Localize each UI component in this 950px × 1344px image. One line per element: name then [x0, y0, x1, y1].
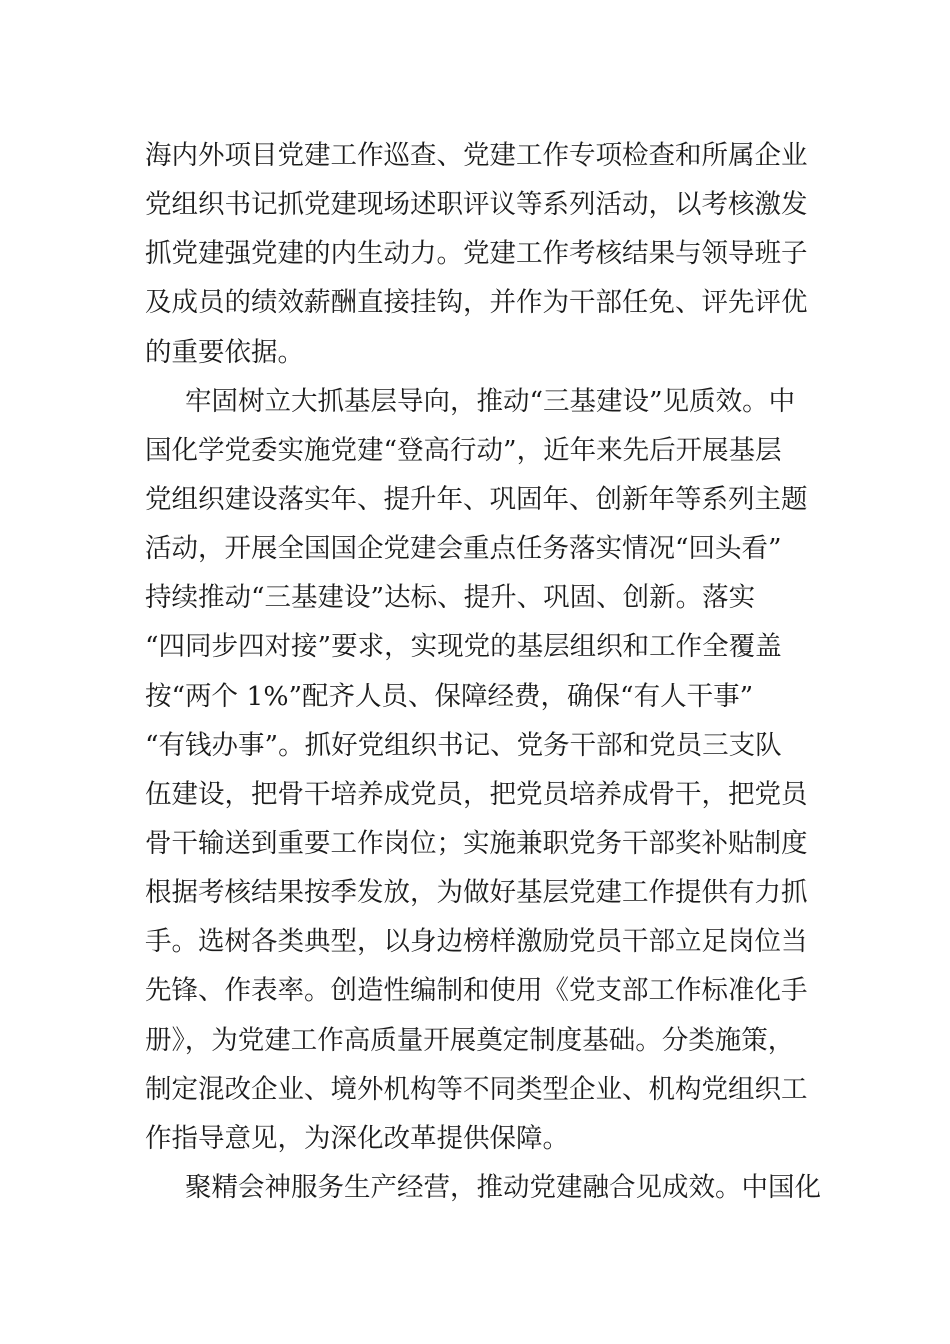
text-line: 党组织建设落实年、提升年、巩固年、创新年等系列主题 — [145, 483, 808, 515]
text-line: 作指导意见，为深化改革提供保障。 — [145, 1122, 569, 1154]
text-line: 党组织书记抓党建现场述职评议等系列活动，以考核激发 — [145, 189, 808, 221]
paragraph-first-line: 聚精会神服务生产经营，推动党建融合见成效。中国化 — [185, 1171, 821, 1203]
text-line: “有钱办事”。抓好党组织书记、党务干部和党员三支队 — [145, 729, 782, 761]
text-line: 活动，开展全国国企党建会重点任务落实情况“回头看” — [145, 533, 782, 565]
text-line: 及成员的绩效薪酬直接挂钩，并作为干部任免、评先评优 — [145, 287, 808, 319]
text-line: 册》，为党建工作高质量开展奠定制度基础。分类施策， — [145, 1024, 795, 1056]
text-line: 持续推动“三基建设”达标、提升、巩固、创新。落实 — [145, 582, 756, 614]
text-line: 抓党建强党建的内生动力。党建工作考核结果与领导班子 — [145, 238, 808, 270]
text-line: “四同步四对接”要求，实现党的基层组织和工作全覆盖 — [145, 631, 782, 663]
text-line: 海内外项目党建工作巡查、党建工作专项检查和所属企业 — [145, 140, 808, 171]
text-line: 根据考核结果按季发放，为做好基层党建工作提供有力抓 — [145, 877, 808, 909]
text-line: 骨干输送到重要工作岗位；实施兼职党务干部奖补贴制度 — [145, 827, 808, 859]
text-line: 的重要依据。 — [145, 336, 304, 368]
text-line: 国化学党委实施党建“登高行动”，近年来先后开展基层 — [145, 434, 782, 466]
text-line: 伍建设，把骨干培养成党员，把党员培养成骨干，把党员 — [145, 778, 808, 810]
paragraph-first-line: 牢固树立大抓基层导向，推动“三基建设”见质效。中 — [185, 385, 796, 417]
text-line: 制定混改企业、境外机构等不同类型企业、机构党组织工 — [145, 1073, 808, 1105]
text-line: 手。选树各类典型，以身边榜样激励党员干部立足岗位当 — [145, 926, 808, 958]
text-line: 先锋、作表率。创造性编制和使用《党支部工作标准化手 — [145, 975, 808, 1007]
text-line: 按“两个 1%”配齐人员、保障经费，确保“有人干事” — [145, 680, 754, 712]
body-text — [145, 131, 821, 1212]
